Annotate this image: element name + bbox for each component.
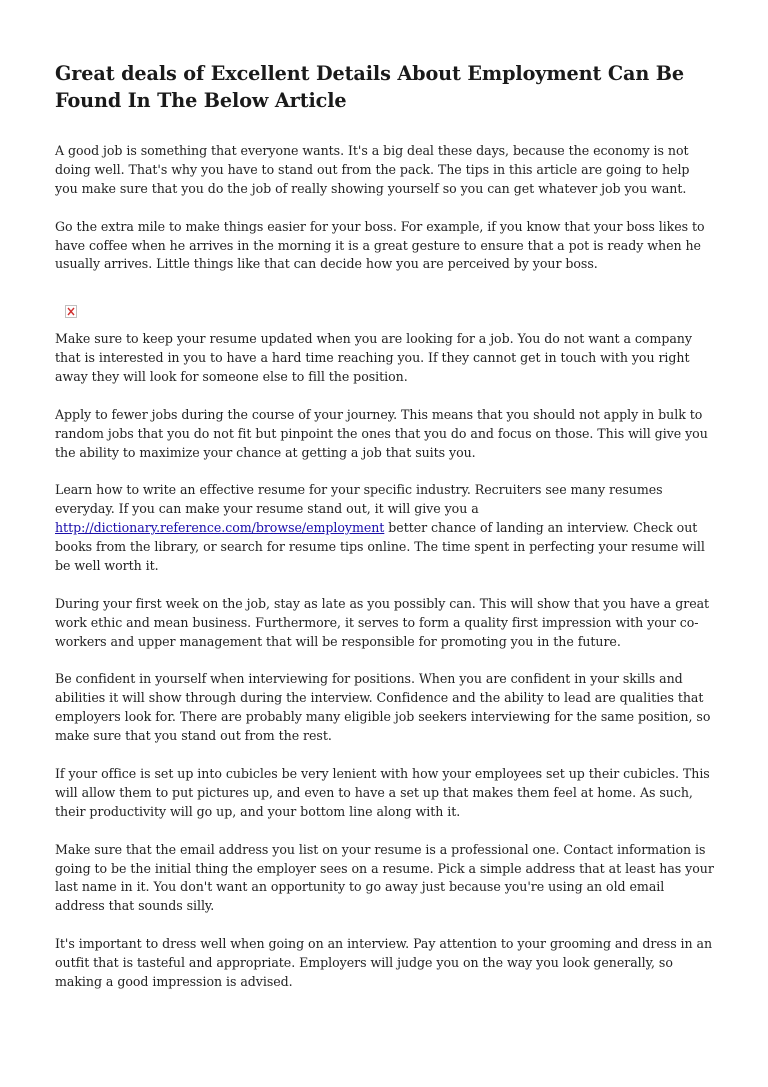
paragraph-cubicles: If your office is set up into cubicles be very lenient with how your employees set up their cubicles. This will allow them to put pictures up, and even to have a set up that makes them feel at home. As such, their productivity will go up, and your bottom line along with it. [55,765,710,819]
paragraph-email: Make sure that the email address you list on your resume is a professional one. Contact information is going to be the initial thing the employer sees on a resume. Pick a simple address that at least has your last name in it. You don't want an opportunity to go away just because you're using an old email address that sounds silly. [55,841,714,914]
broken-image [55,293,714,318]
dictionary-link[interactable]: http://dictionary.reference.com/browse/employment [55,520,385,536]
paragraph-intro: A good job is something that everyone wants. It's a big deal these days, because the economy is not doing well. That's why you have to stand out from the pack. The tips in this article are going to help you make sure that you do the job of really showing yourself so you can get whatever job you want. [55,143,690,196]
paragraph-confident: Be confident in yourself when interviewing for positions. When you are confident in your skills and abilities it will show through during the interview. Confidence and the ability to lead are qualities that employers look for. There are probably many eligible job seekers interviewing for the same position, so make sure that you stand out from the rest. [55,671,711,744]
paragraph-text-before-link: Learn how to write an effective resume for your specific industry. Recruiters see many resumes everyday. If you can make your resume stand out, it will give you a [55,482,663,517]
paragraph-first-week: During your first week on the job, stay as late as you possibly can. This will show that you have a great work ethic and mean business. Furthermore, it serves to form a quality first impression with your co-workers and upper management that will be responsible for promoting you in the future. [55,595,710,649]
paragraph-fewer-jobs: Apply to fewer jobs during the course of your journey. This means that you should not apply in bulk to random jobs that you do not fit but pinpoint the ones that you do and focus on those. This will give you the ability to maximize your chance at getting a job that suits you. [55,406,708,460]
article-title: Great deals of Excellent Details About Employment Can Be Found In The Below Article [55,62,685,112]
broken-image-icon [65,305,77,318]
paragraph-text-after-link: better chance of landing an interview. Check out books from the library, or search for resume tips online. The time spent in perfecting your resume will be well worth it. [55,520,705,574]
paragraph-extra-mile: Go the extra mile to make things easier for your boss. For example, if you know that your boss likes to have coffee when he arrives in the morning it is a great gesture to ensure that a pot is ready when he usually arrives. Little things like that can decide how you are perceived by your boss. [55,218,705,272]
paragraph-resume-updated: Make sure to keep your resume updated when you are looking for a job. You do not want a company that is interested in you to have a hard time reaching you. If they cannot get in touch with you right away they will look for someone else to fill the position. [55,331,692,385]
paragraph-dress-well: It's important to dress well when going on an interview. Pay attention to your grooming and dress in an outfit that is tasteful and appropriate. Employers will judge you on the way you look generally, so making a good impression is advised. [55,936,713,989]
paragraph-effective-resume [55,481,714,576]
